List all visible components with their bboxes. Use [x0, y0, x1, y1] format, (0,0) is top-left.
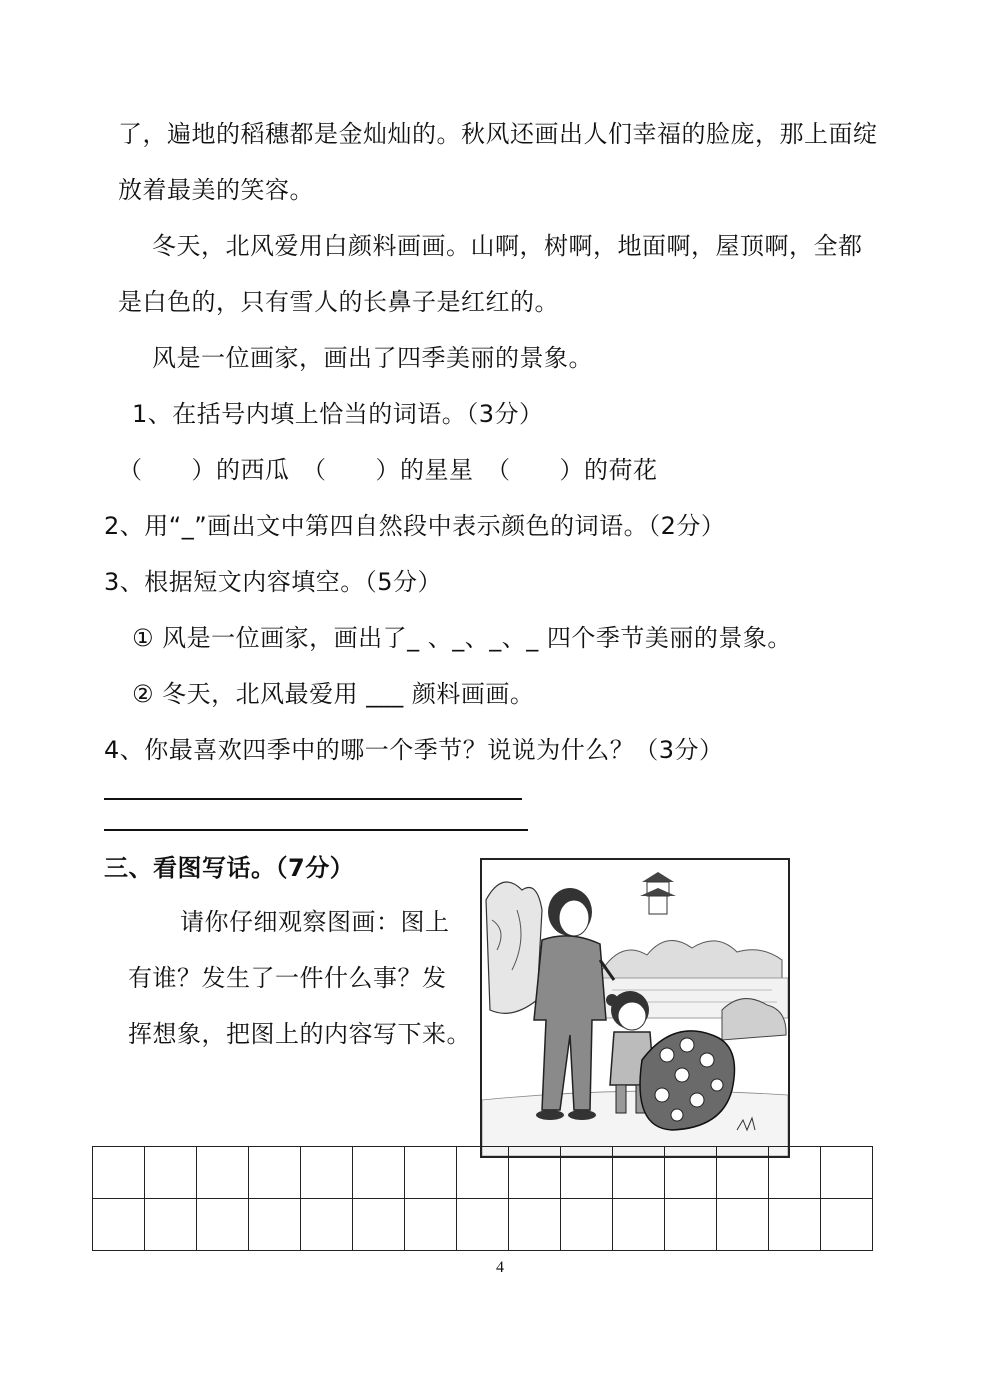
- grid-cell[interactable]: [197, 1147, 249, 1199]
- grid-cell[interactable]: [613, 1199, 665, 1251]
- grid-cell[interactable]: [821, 1147, 873, 1199]
- grid-cell[interactable]: [301, 1199, 353, 1251]
- grid-cell[interactable]: [145, 1147, 197, 1199]
- section-3-line-2: 有谁？发生了一件什么事？发: [128, 964, 447, 992]
- question-1-blanks: （ ）的西瓜 （ ）的星星 （ ）的荷花: [118, 456, 658, 484]
- grid-cell[interactable]: [405, 1199, 457, 1251]
- question-4: 4、你最喜欢四季中的哪一个季节？说说为什么？（3分）: [104, 736, 724, 764]
- grid-row-2: [93, 1199, 873, 1251]
- section-3-line-3: 挥想象，把图上的内容写下来。: [128, 1020, 471, 1048]
- question-3: 3、根据短文内容填空。（5分）: [104, 568, 443, 596]
- grid-row-1: [93, 1147, 873, 1199]
- passage-line-4: 是白色的，只有雪人的长鼻子是红红的。: [118, 288, 559, 316]
- grid-cell[interactable]: [613, 1147, 665, 1199]
- answer-line-2[interactable]: [104, 829, 528, 831]
- grid-cell[interactable]: [353, 1199, 405, 1251]
- grid-cell[interactable]: [197, 1199, 249, 1251]
- grid-cell[interactable]: [353, 1147, 405, 1199]
- grid-cell[interactable]: [249, 1199, 301, 1251]
- illustration-drawing: [482, 860, 788, 1156]
- grid-cell[interactable]: [457, 1199, 509, 1251]
- grid-cell[interactable]: [509, 1147, 561, 1199]
- grid-cell[interactable]: [457, 1147, 509, 1199]
- grid-cell[interactable]: [561, 1199, 613, 1251]
- grid-cell[interactable]: [769, 1147, 821, 1199]
- question-3-item-2: ② 冬天，北风最爱用 ___ 颜料画画。: [132, 680, 535, 708]
- grid-cell[interactable]: [665, 1199, 717, 1251]
- grid-cell[interactable]: [93, 1147, 145, 1199]
- grid-cell[interactable]: [145, 1199, 197, 1251]
- grid-cell[interactable]: [405, 1147, 457, 1199]
- grid-cell[interactable]: [821, 1199, 873, 1251]
- grid-cell[interactable]: [769, 1199, 821, 1251]
- question-2: 2、用“_”画出文中第四自然段中表示颜色的词语。（2分）: [104, 512, 726, 540]
- grid-cell[interactable]: [717, 1199, 769, 1251]
- question-1: 1、在括号内填上恰当的词语。（3分）: [132, 400, 544, 428]
- grid-cell[interactable]: [509, 1199, 561, 1251]
- grid-cell[interactable]: [717, 1147, 769, 1199]
- passage-line-3: 冬天，北风爱用白颜料画画。山啊，树啊，地面啊，屋顶啊，全都: [152, 232, 863, 260]
- page-number: 4: [496, 1259, 504, 1276]
- passage-line-1: 了，遍地的稻穗都是金灿灿的。秋风还画出人们幸福的脸庞，那上面绽: [118, 120, 878, 148]
- illustration-mother-daughter-chrysanthemums: [480, 858, 790, 1158]
- passage-line-2: 放着最美的笑容。: [118, 176, 314, 204]
- passage-line-5: 风是一位画家，画出了四季美丽的景象。: [152, 344, 593, 372]
- grid-cell[interactable]: [665, 1147, 717, 1199]
- section-3-line-1: 请你仔细观察图画：图上: [180, 908, 450, 936]
- section-3-title: 三、看图写话。（7分）: [104, 854, 355, 882]
- grid-cell[interactable]: [301, 1147, 353, 1199]
- writing-grid: [92, 1146, 873, 1251]
- answer-line-1[interactable]: [104, 798, 522, 800]
- grid-cell[interactable]: [93, 1199, 145, 1251]
- grid-cell[interactable]: [561, 1147, 613, 1199]
- question-3-item-1: ① 风是一位画家，画出了_ 、_、_、_ 四个季节美丽的景象。: [132, 624, 792, 652]
- grid-cell[interactable]: [249, 1147, 301, 1199]
